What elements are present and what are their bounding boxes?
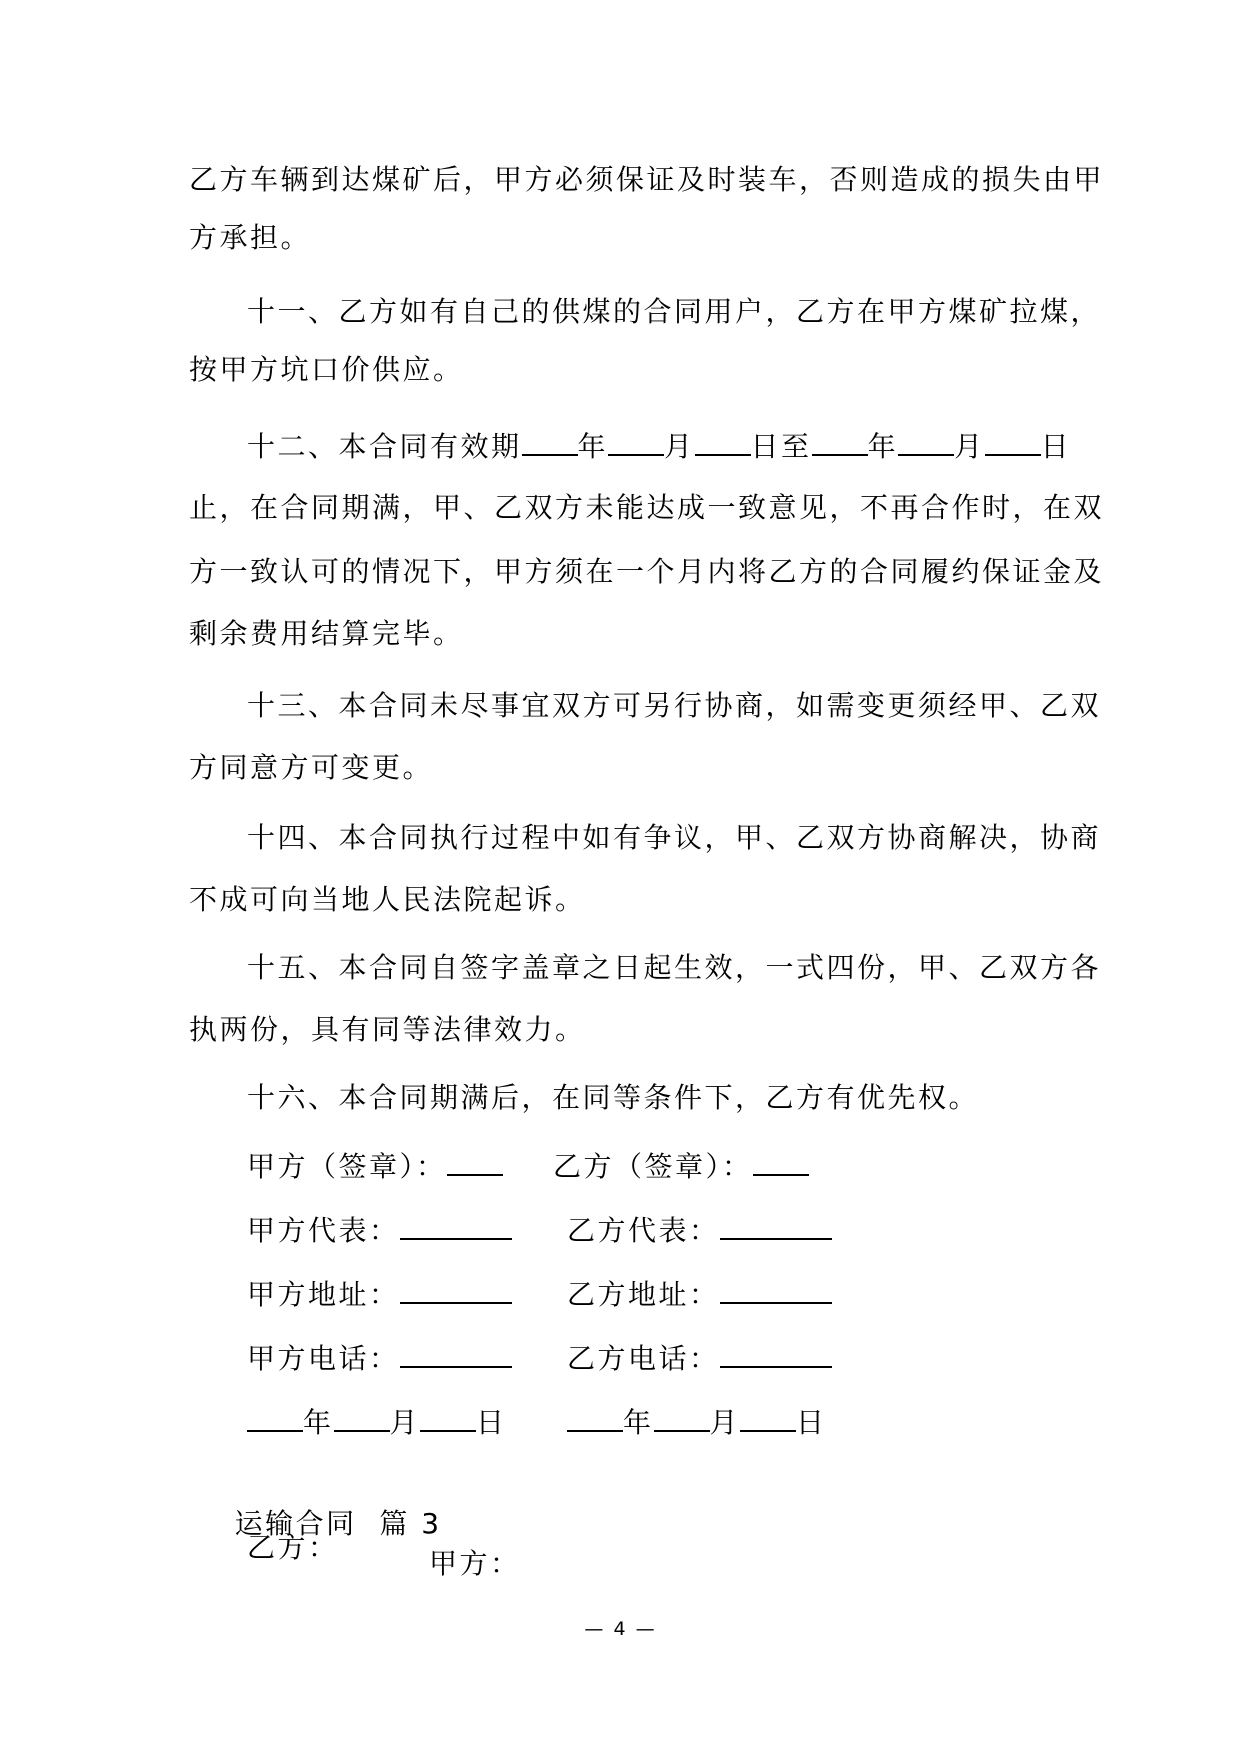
party-a-seal: [247, 1144, 503, 1187]
party-b-seal: [553, 1144, 809, 1187]
party-a-date: [247, 1400, 507, 1443]
clause-12-line-1: [247, 424, 1119, 464]
signature-row-date: [247, 1400, 1047, 1440]
party-b-phone-blank: [720, 1336, 832, 1368]
blank-month-end: [898, 424, 954, 456]
party-a-addr-blank: [400, 1272, 512, 1304]
clause-12-line-2: 止，在合同期满，甲、乙双方未能达成一致意见，不再合作时，在双: [189, 491, 1105, 524]
party-b-addr: [567, 1272, 832, 1315]
party-b-rep-blank: [720, 1208, 832, 1240]
party-b-date-month: 月: [709, 1406, 741, 1439]
party-b-seal-label: 乙方（签章）：: [553, 1150, 753, 1183]
blank-day-end: [985, 424, 1041, 456]
clause-12-line-3: 方一致认可的情况下，甲方须在一个月内将乙方的合同履约保证金及: [189, 555, 1105, 588]
clause-12-prefix: 十二、本合同有效期: [247, 430, 522, 463]
clause-10-line-1: 乙方车辆到达煤矿后，甲方必须保证及时装车，否则造成的损失由甲: [189, 163, 1105, 196]
party-a-date-year-blank: [247, 1400, 303, 1432]
party-b-date-month-blank: [654, 1400, 710, 1432]
clause-12-year-2: 年: [867, 430, 899, 463]
party-b-date: [567, 1400, 827, 1443]
party-a-date-day: 日: [476, 1406, 507, 1439]
page-number: — 4 —: [584, 1618, 657, 1640]
party-a-rep: [247, 1208, 512, 1251]
party-a-phone: [247, 1336, 512, 1379]
party-b-date-year: 年: [623, 1406, 654, 1439]
party-a-rep-label: 甲方代表：: [247, 1214, 400, 1247]
party-b-phone: [567, 1336, 832, 1379]
party-a-phone-blank: [400, 1336, 512, 1368]
party-b-rep: [567, 1208, 832, 1251]
party-b-addr-label: 乙方地址：: [567, 1278, 720, 1311]
party-b-rep-label: 乙方代表：: [567, 1214, 720, 1247]
party-a-seal-label: 甲方（签章）：: [247, 1150, 447, 1183]
clause-14-line-2: 不成可向当地人民法院起诉。: [189, 883, 586, 916]
blank-year-end: [812, 424, 868, 456]
clause-14-line-1: 十四、本合同执行过程中如有争议，甲、乙双方协商解决，协商: [247, 821, 1102, 854]
party-a-addr: [247, 1272, 512, 1315]
party-b-addr-blank: [720, 1272, 832, 1304]
party-b-date-day: 日: [796, 1406, 827, 1439]
clause-11-line-2: 按甲方坑口价供应。: [189, 353, 464, 386]
signature-row-seal: [247, 1144, 1047, 1184]
blank-day-start: [695, 424, 751, 456]
next-contract-party-a: 甲方：: [429, 1547, 521, 1580]
party-b-date-year-blank: [567, 1400, 623, 1432]
party-a-date-day-blank: [420, 1400, 476, 1432]
party-b-phone-label: 乙方电话：: [567, 1342, 720, 1375]
party-a-date-month: 月: [389, 1406, 421, 1439]
clause-12-day-2: 日: [1040, 430, 1072, 463]
signature-row-phone: [247, 1336, 1047, 1376]
party-a-addr-label: 甲方地址：: [247, 1278, 400, 1311]
party-a-date-year: 年: [303, 1406, 334, 1439]
party-a-seal-blank: [447, 1144, 503, 1176]
clause-15-line-1: 十五、本合同自签字盖章之日起生效，一式四份，甲、乙双方各: [247, 951, 1102, 984]
clause-12-month: 月: [664, 430, 695, 463]
clause-12-line-4: 剩余费用结算完毕。: [189, 617, 464, 650]
clause-13-line-2: 方同意方可变更。: [189, 751, 434, 784]
next-contract-heading: 运输合同 篇 3: [234, 1507, 442, 1540]
party-b-date-day-blank: [740, 1400, 796, 1432]
next-contract-party-b: 乙方：: [247, 1531, 339, 1564]
clause-12-month-2: 月: [954, 430, 985, 463]
blank-month-start: [608, 424, 664, 456]
clause-11-line-1: 十一、乙方如有自己的供煤的合同用户，乙方在甲方煤矿拉煤，: [247, 295, 1102, 328]
party-a-phone-label: 甲方电话：: [247, 1342, 400, 1375]
party-a-date-month-blank: [334, 1400, 390, 1432]
clause-16-line-1: 十六、本合同期满后，在同等条件下，乙方有优先权。: [247, 1081, 980, 1114]
signature-row-representative: [247, 1208, 1047, 1248]
blank-year-start: [522, 424, 578, 456]
party-a-rep-blank: [400, 1208, 512, 1240]
clause-10-line-2: 方承担。: [189, 221, 312, 254]
party-b-seal-blank: [753, 1144, 809, 1176]
clause-12-year: 年: [577, 430, 609, 463]
clause-15-line-2: 执两份，具有同等法律效力。: [189, 1013, 586, 1046]
clause-12-day-to: 日至: [750, 430, 812, 463]
signature-row-address: [247, 1272, 1047, 1312]
clause-13-line-1: 十三、本合同未尽事宜双方可另行协商，如需变更须经甲、乙双: [247, 689, 1102, 722]
